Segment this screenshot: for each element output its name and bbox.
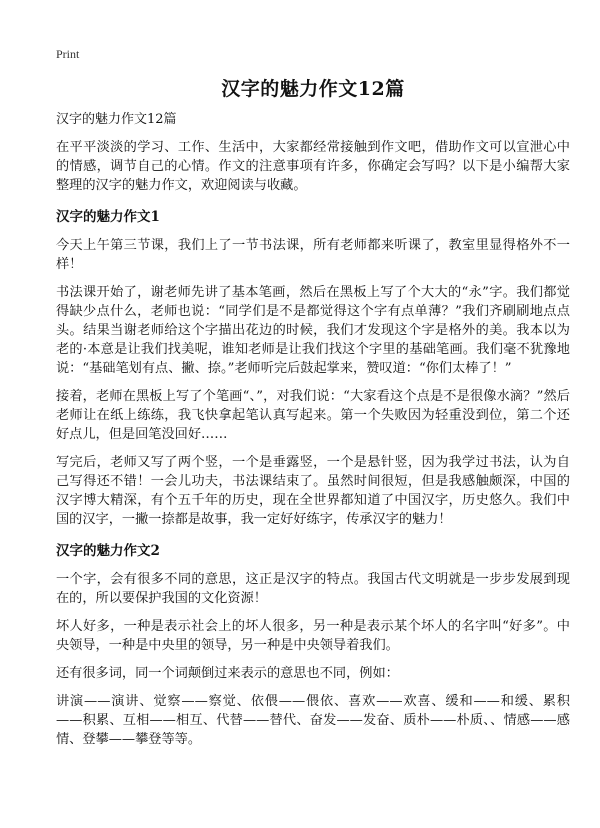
section-heading: 汉字的魅力作文1: [56, 209, 160, 225]
document-title: 汉字的魅力作文12篇: [221, 78, 405, 100]
document-subtitle: 汉字的魅力作文12篇: [56, 112, 177, 127]
section-1: [56, 207, 570, 529]
section-2: [56, 541, 570, 749]
paragraph: 还有很多词，同一个词颠倒过来表示的意思也不同，例如：: [56, 666, 399, 681]
paragraph: 一个字，会有很多不同的意思，这正是汉字的特点。我国古代文明就是一步步发展到现在的，所以要保护我国的文化资源！: [56, 572, 570, 606]
paragraph: 写完后，老师又写了两个竖，一个是垂露竖，一个是悬针竖，因为我学过书法，认为自己写得还不错！一会儿功夫，书法课结束了。虽然时间很短，但是我感触颇深，中国的汉字博大精深，有个五千年的历史，现在全世界都知道了中国汉字，历史悠久。我们中国的汉字，一撇一捺都是故事，我一定好好练字，传承汉字的魅力！: [56, 455, 570, 527]
paragraph: 坏人好多，一种是表示社会上的坏人很多，另一种是表示某个坏人的名字叫“好多”。中央领导，一种是中央里的领导，另一种是中央领导着我们。: [56, 619, 570, 653]
paragraph: 接着，老师在黑板上写了个笔画“、”，对我们说：“大家看这个点是不是很像水滴？”然后老师让在纸上练练，我飞快拿起笔认真写起来。第一个失败因为轻重没到位，第二个还好点儿，但是回笔没回好……: [56, 389, 570, 442]
paragraph: 今天上午第三节课，我们上了一节书法课，所有老师都来听课了，教室里显得格外不一样！: [56, 238, 570, 272]
paragraph: 书法课开始了，谢老师先讲了基本笔画，然后在黑板上写了个大大的“永”字。我们都觉得缺少点什么，老师也说：“同学们是不是都觉得这个字有点单薄？”我们齐刷刷地点点头。结果当谢老师给这个字描出花边的时候，我们才发现这个字是格外的美。我本以为老的·本意是让我们找美呢，谁知老师是让我们找这个字里的基础笔画。我们毫不犹豫地说：“基础笔划有点、撇、捺。”老师听完后鼓起掌来，赞叹道：“你们太棒了！”: [56, 285, 570, 376]
intro-paragraph: 在平平淡淡的学习、工作、生活中，大家都经常接触到作文吧，借助作文可以宣泄心中的情感，调节自己的心情。作文的注意事项有许多，你确定会写吗？以下是小编帮大家整理的汉字的魅力作文，欢迎阅读与收藏。: [56, 140, 570, 193]
print-label: Print: [56, 47, 80, 61]
section-heading: 汉字的魅力作文2: [56, 543, 160, 559]
paragraph: 讲演——演讲、觉察——察觉、依偎——偎依、喜欢——欢喜、缓和——和缓、累积——积累、互相——相互、代替——替代、奋发——发奋、质朴——朴质、、情感——感情、登攀——攀登等等。: [56, 694, 570, 747]
